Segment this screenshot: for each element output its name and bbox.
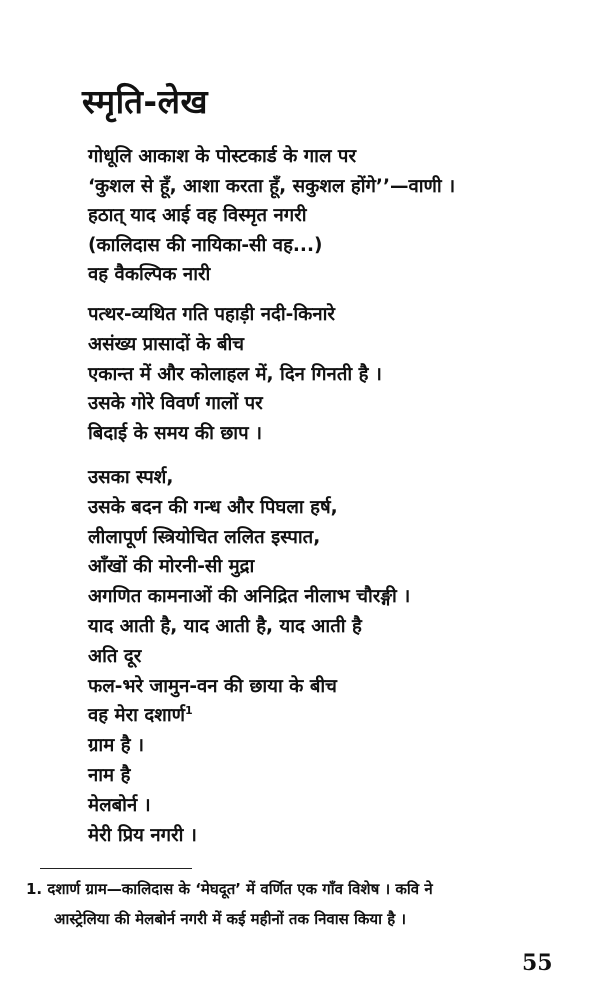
poem-line: नाम है [88, 764, 131, 786]
poem-line: बिदाई के समय की छाप । [88, 423, 263, 445]
poem-line-text: वह मेरा दशार्ण [88, 705, 185, 727]
poem-line: मेलबोर्न । [88, 794, 151, 816]
poem-line: हठात् याद आई वह विस्मृत नगरी [88, 205, 307, 226]
poem-line: ‘कुशल से हूँ, आशा करता हूँ, सकुशल होंगे’’—वाणी । [88, 175, 456, 197]
poem-line: असंख्य प्रासादों के बीच [88, 333, 245, 355]
stanza-1 [88, 142, 455, 290]
poem-line: आँखों की मोरनी-सी मुद्रा [88, 556, 255, 578]
poem-line: पत्थर-व्यथित गति पहाड़ी नदी-किनारे [88, 304, 335, 325]
page-number: 55 [522, 950, 553, 976]
poem-line: अति दूर [88, 645, 142, 667]
footnote-divider [40, 868, 192, 869]
poem-line: गोधूलि आकाश के पोस्टकार्ड के गाल पर [88, 146, 357, 167]
poem-line: वह वैकल्पिक नारी [88, 264, 211, 285]
stanza-2 [88, 300, 382, 449]
poem-line: उसके गोरे विवर्ण गालों पर [88, 393, 263, 415]
footnote-line-2: आस्ट्रेलिया की मेलबोर्न नगरी में कई महीनों तक निवास किया है । [54, 910, 407, 928]
poem-line: मेरी प्रिय नगरी । [88, 824, 197, 846]
poem-line: एकान्त में और कोलाहल में, दिन गिनती है । [88, 363, 382, 385]
footnote-line-1: 1. दशार्ण ग्राम—कालिदास के ‘मेघदूत’ में वर्णित एक गाँव विशेष । कवि ने [26, 880, 433, 898]
poem-title: स्मृति-लेख [82, 82, 208, 121]
poem-line: लीलापूर्ण स्त्रियोचित ललित इस्पात, [88, 526, 321, 548]
poem-line-with-footnote [88, 701, 410, 731]
poem-line: अगणित कामनाओं की अनिद्रित नीलाभ चौरङ्गी । [88, 586, 411, 608]
poem-line: उसका स्पर्श, [88, 467, 174, 488]
poem-line: उसके बदन की गन्ध और पिघला हर्ष, [88, 496, 338, 518]
poem-line: ग्राम है । [88, 735, 145, 757]
poem-line: याद आती है, याद आती है, याद आती है [88, 615, 362, 637]
poem-line: (कालिदास की नायिका-सी वह...) [88, 234, 323, 256]
stanza-3 [88, 463, 410, 850]
footnote-marker: 1 [184, 704, 193, 718]
poem-line: फल-भरे जामुन-वन की छाया के बीच [88, 675, 337, 697]
footnote [26, 874, 576, 934]
